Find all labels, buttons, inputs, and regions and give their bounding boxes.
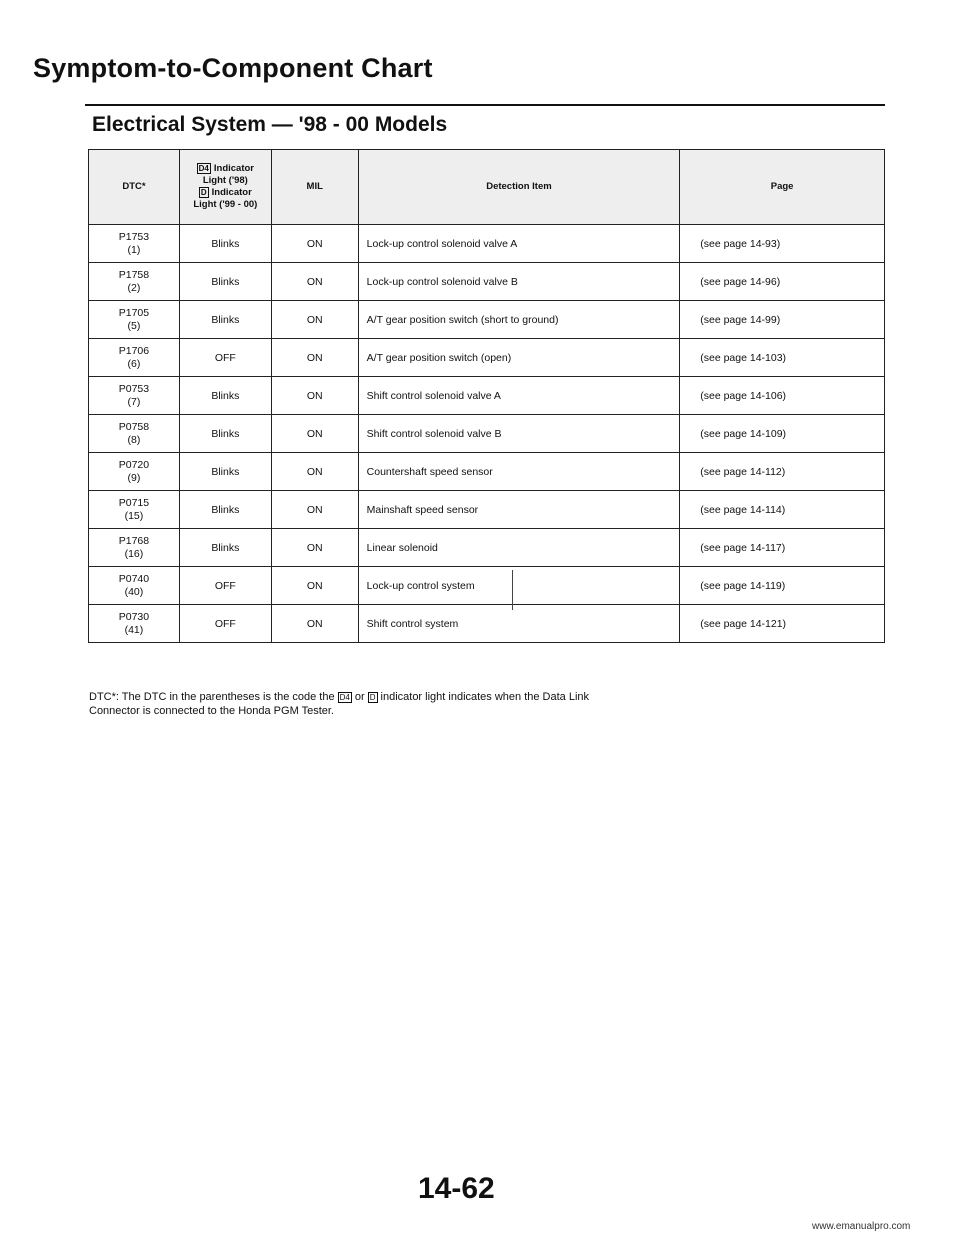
detection-item-cell: A/T gear position switch (short to ground) bbox=[358, 301, 680, 339]
page-title: Symptom-to-Component Chart bbox=[33, 53, 433, 83]
mil-cell: ON bbox=[271, 377, 358, 415]
mil-cell: ON bbox=[271, 225, 358, 263]
detection-item-cell: Shift control solenoid valve B bbox=[358, 415, 680, 453]
mil-cell: ON bbox=[271, 453, 358, 491]
d4-indicator-box: D4 bbox=[198, 164, 209, 174]
table-row bbox=[89, 263, 885, 301]
margin-bracket bbox=[512, 570, 513, 610]
mil-cell: ON bbox=[271, 339, 358, 377]
page-ref-cell: (see page 14-114) bbox=[680, 491, 885, 529]
indicator-cell: Blinks bbox=[179, 453, 271, 491]
footnote-or: or bbox=[354, 691, 365, 703]
dtc-code: P0753 bbox=[118, 382, 150, 395]
source-url: www.emanualpro.com bbox=[812, 1221, 911, 1232]
col-header-indicator bbox=[179, 150, 271, 225]
blink-code: (5) bbox=[127, 319, 141, 332]
d-indicator-box: D bbox=[200, 188, 207, 197]
mil-cell: ON bbox=[271, 301, 358, 339]
page-ref-cell: (see page 14-112) bbox=[680, 453, 885, 491]
table-header-row bbox=[89, 150, 885, 225]
blink-code: (9) bbox=[127, 471, 141, 484]
page-number: 14-62 bbox=[418, 1172, 495, 1205]
blink-code: (15) bbox=[124, 509, 144, 522]
footnote-text-line2: Connector is connected to the Honda PGM Tester. bbox=[89, 705, 334, 717]
indicator-cell: Blinks bbox=[179, 529, 271, 567]
symptom-table bbox=[88, 149, 885, 643]
blink-code: (41) bbox=[124, 623, 144, 636]
dtc-cell bbox=[89, 491, 180, 529]
col-header-page: Page bbox=[680, 150, 885, 225]
detection-item-cell: Linear solenoid bbox=[358, 529, 680, 567]
indicator-label: Indicator bbox=[213, 163, 255, 175]
page-ref-cell: (see page 14-117) bbox=[680, 529, 885, 567]
d-indicator-box: D bbox=[369, 693, 376, 702]
indicator-cell: Blinks bbox=[179, 225, 271, 263]
dtc-cell bbox=[89, 339, 180, 377]
blink-code: (8) bbox=[127, 433, 141, 446]
detection-item-cell: Lock-up control solenoid valve B bbox=[358, 263, 680, 301]
page-ref-cell: (see page 14-99) bbox=[680, 301, 885, 339]
dtc-code: P1706 bbox=[118, 344, 150, 357]
dtc-cell bbox=[89, 529, 180, 567]
detection-item-cell: Countershaft speed sensor bbox=[358, 453, 680, 491]
dtc-code: P0730 bbox=[118, 610, 150, 623]
blink-code: (2) bbox=[127, 281, 141, 294]
detection-item-cell: Mainshaft speed sensor bbox=[358, 491, 680, 529]
page-ref-cell: (see page 14-93) bbox=[680, 225, 885, 263]
indicator-label: Indicator bbox=[211, 187, 252, 198]
col-header-item: Detection Item bbox=[358, 150, 680, 225]
dtc-code: P1753 bbox=[118, 230, 150, 243]
dtc-cell bbox=[89, 567, 180, 605]
indicator-cell: Blinks bbox=[179, 415, 271, 453]
table-row bbox=[89, 491, 885, 529]
dtc-cell bbox=[89, 605, 180, 643]
col-header-mil: MIL bbox=[271, 150, 358, 225]
detection-item-cell: Shift control solenoid valve A bbox=[358, 377, 680, 415]
mil-cell: ON bbox=[271, 415, 358, 453]
page-ref-cell: (see page 14-106) bbox=[680, 377, 885, 415]
dtc-cell bbox=[89, 301, 180, 339]
detection-item-cell: Lock-up control system bbox=[358, 567, 680, 605]
indicator-cell: OFF bbox=[179, 339, 271, 377]
indicator-cell: OFF bbox=[179, 605, 271, 643]
mil-cell: ON bbox=[271, 491, 358, 529]
page-ref-cell: (see page 14-96) bbox=[680, 263, 885, 301]
dtc-code: P1758 bbox=[118, 268, 150, 281]
indicator-cell: OFF bbox=[179, 567, 271, 605]
footnote-text: indicator light indicates when the Data Link bbox=[380, 691, 590, 703]
dtc-code: P1768 bbox=[118, 534, 150, 547]
table-row bbox=[89, 339, 885, 377]
dtc-code: P0715 bbox=[118, 496, 150, 509]
mil-cell: ON bbox=[271, 263, 358, 301]
dtc-cell bbox=[89, 225, 180, 263]
table-row bbox=[89, 453, 885, 491]
indicator-cell: Blinks bbox=[179, 263, 271, 301]
col-header-dtc: DTC* bbox=[89, 150, 180, 225]
dtc-cell bbox=[89, 415, 180, 453]
blink-code: (40) bbox=[124, 585, 144, 598]
table-row bbox=[89, 301, 885, 339]
dtc-cell bbox=[89, 377, 180, 415]
section-subtitle: Electrical System — '98 - 00 Models bbox=[92, 113, 448, 136]
mil-cell: ON bbox=[271, 605, 358, 643]
table-row bbox=[89, 567, 885, 605]
table-row bbox=[89, 225, 885, 263]
page-ref-cell: (see page 14-109) bbox=[680, 415, 885, 453]
footnote-text: DTC*: The DTC in the parentheses is the code the bbox=[89, 691, 335, 703]
indicator-cell: Blinks bbox=[179, 491, 271, 529]
dtc-code: P0720 bbox=[118, 458, 150, 471]
mil-cell: ON bbox=[271, 529, 358, 567]
dtc-cell bbox=[89, 263, 180, 301]
dtc-code: P1705 bbox=[118, 306, 150, 319]
dtc-cell bbox=[89, 453, 180, 491]
indicator-cell: Blinks bbox=[179, 377, 271, 415]
dtc-code: P0740 bbox=[118, 572, 150, 585]
d4-indicator-box: D4 bbox=[339, 693, 350, 702]
dtc-code: P0758 bbox=[118, 420, 150, 433]
detection-item-cell: A/T gear position switch (open) bbox=[358, 339, 680, 377]
page-ref-cell: (see page 14-103) bbox=[680, 339, 885, 377]
blink-code: (6) bbox=[127, 357, 141, 370]
detection-item-cell: Shift control system bbox=[358, 605, 680, 643]
title-rule bbox=[85, 104, 885, 106]
table-row bbox=[89, 415, 885, 453]
page-ref-cell: (see page 14-121) bbox=[680, 605, 885, 643]
blink-code: (1) bbox=[127, 243, 141, 256]
blink-code: (16) bbox=[124, 547, 144, 560]
table-row bbox=[89, 377, 885, 415]
indicator-years-99-00: Light ('99 - 00) bbox=[193, 198, 258, 210]
indicator-cell: Blinks bbox=[179, 301, 271, 339]
indicator-years-98: Light ('98) bbox=[202, 175, 248, 187]
table-row bbox=[89, 605, 885, 643]
mil-cell: ON bbox=[271, 567, 358, 605]
dtc-footnote bbox=[89, 690, 879, 718]
detection-item-cell: Lock-up control solenoid valve A bbox=[358, 225, 680, 263]
blink-code: (7) bbox=[127, 395, 141, 408]
table-row bbox=[89, 529, 885, 567]
page-ref-cell: (see page 14-119) bbox=[680, 567, 885, 605]
